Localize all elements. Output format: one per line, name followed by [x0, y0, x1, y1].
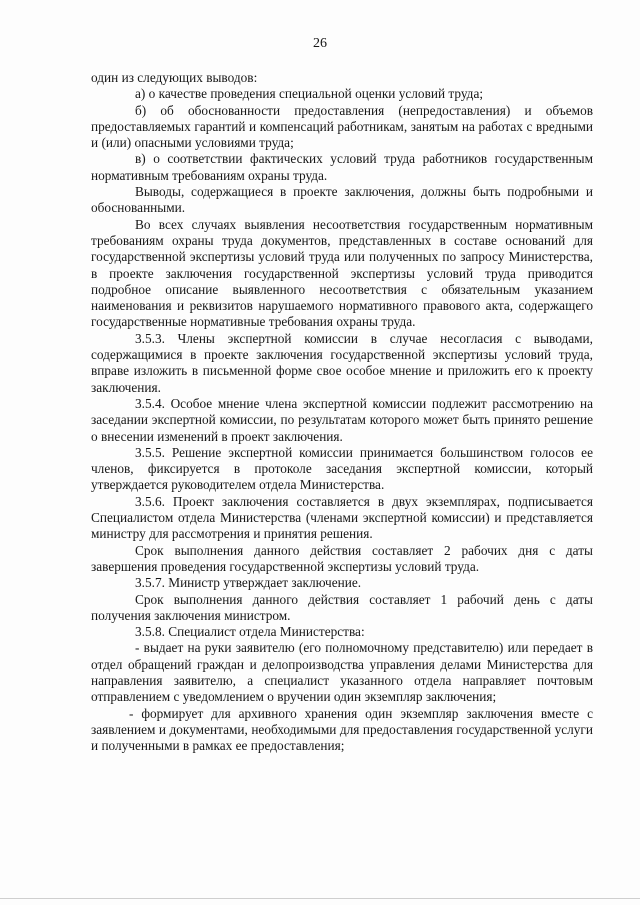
- paragraph-conclusions: Выводы, содержащиеся в проекте заключения, должны быть подробными и обоснованными.: [91, 184, 593, 216]
- paragraph-deadline-1-day: Срок выполнения данного действия составляет 1 рабочий день с даты получения заключения министром.: [91, 591, 593, 623]
- paragraph-item-a: а) о качестве проведения специальной оценки условий труда;: [135, 86, 484, 102]
- paragraph-deadline-2-days: Срок выполнения данного действия составляет 2 рабочих дня с даты завершения проведения государственной экспертизы условий труда.: [91, 542, 593, 574]
- paragraph-3-5-5: 3.5.5. Решение экспертной комиссии принимается большинством голосов ее членов, фиксируется в протоколе заседания экспертной комиссии, который утверждается руководителем отдела Министерства.: [91, 444, 593, 493]
- paragraph-3-5-4: 3.5.4. Особое мнение члена экспертной комиссии подлежит рассмотрению на заседании экспертной комиссии, по результатам которого может быть принято решение о внесении изменений в проект заключения.: [91, 395, 593, 444]
- paragraph-dash-archive: - формирует для архивного хранения один экземпляр заключения вместе с заявлением и документами, необходимыми для предоставления государственной услуги и полученными в рамках ее предоставления;: [91, 705, 593, 754]
- page-number: 26: [313, 36, 327, 51]
- document-body: [91, 70, 593, 754]
- paragraph-dash-issue: - выдает на руки заявителю (его полномочному представителю) или передает в отдел обращений граждан и делопроизводства управления делами Министерства для направления заявителю, а специалист указанного отдела направляет почтовым отправлением с уведомлением о вручении один экземпляр заключения;: [91, 640, 593, 705]
- paragraph-item-b: б) об обоснованности предоставления (непредоставления) и объемов предоставляемых гарантий и компенсаций работникам, занятым на работах с вредными и (или) опасными условиями труда;: [91, 102, 593, 151]
- paragraph-3-5-7: 3.5.7. Министр утверждает заключение.: [135, 575, 362, 591]
- paragraph-3-5-6: 3.5.6. Проект заключения составляется в двух экземплярах, подписывается Специалистом отдела Министерства (членами экспертной комиссии) и представляется министру для рассмотрения и принятия решения.: [91, 493, 593, 542]
- paragraph-nonconformity: Во всех случаях выявления несоответствия государственным нормативным требованиям охраны труда документов, представленных в составе оснований для государственной экспертизы условий труда или полученных по запросу Министерства, в проекте заключения государственной экспертизы условий труда приводится подробное описание выявленного несоответствия с обязательным указанием наименования и реквизитов нарушаемого нормативного правового акта, содержащего государственные нормативные требования охраны труда.: [91, 216, 593, 330]
- scan-edge-line: [0, 898, 640, 899]
- paragraph-3-5-3: 3.5.3. Члены экспертной комиссии в случае несогласия с выводами, содержащимися в проекте заключения государственной экспертизы условий труда, вправе изложить в письменной форме свое особое мнение и приложить его к проекту заключения.: [91, 330, 593, 395]
- paragraph-intro: один из следующих выводов:: [91, 70, 258, 85]
- paragraph-item-v: в) о соответствии фактических условий труда работников государственным нормативным требованиям охраны труда.: [91, 151, 593, 183]
- paragraph-3-5-8: 3.5.8. Специалист отдела Министерства:: [135, 624, 365, 640]
